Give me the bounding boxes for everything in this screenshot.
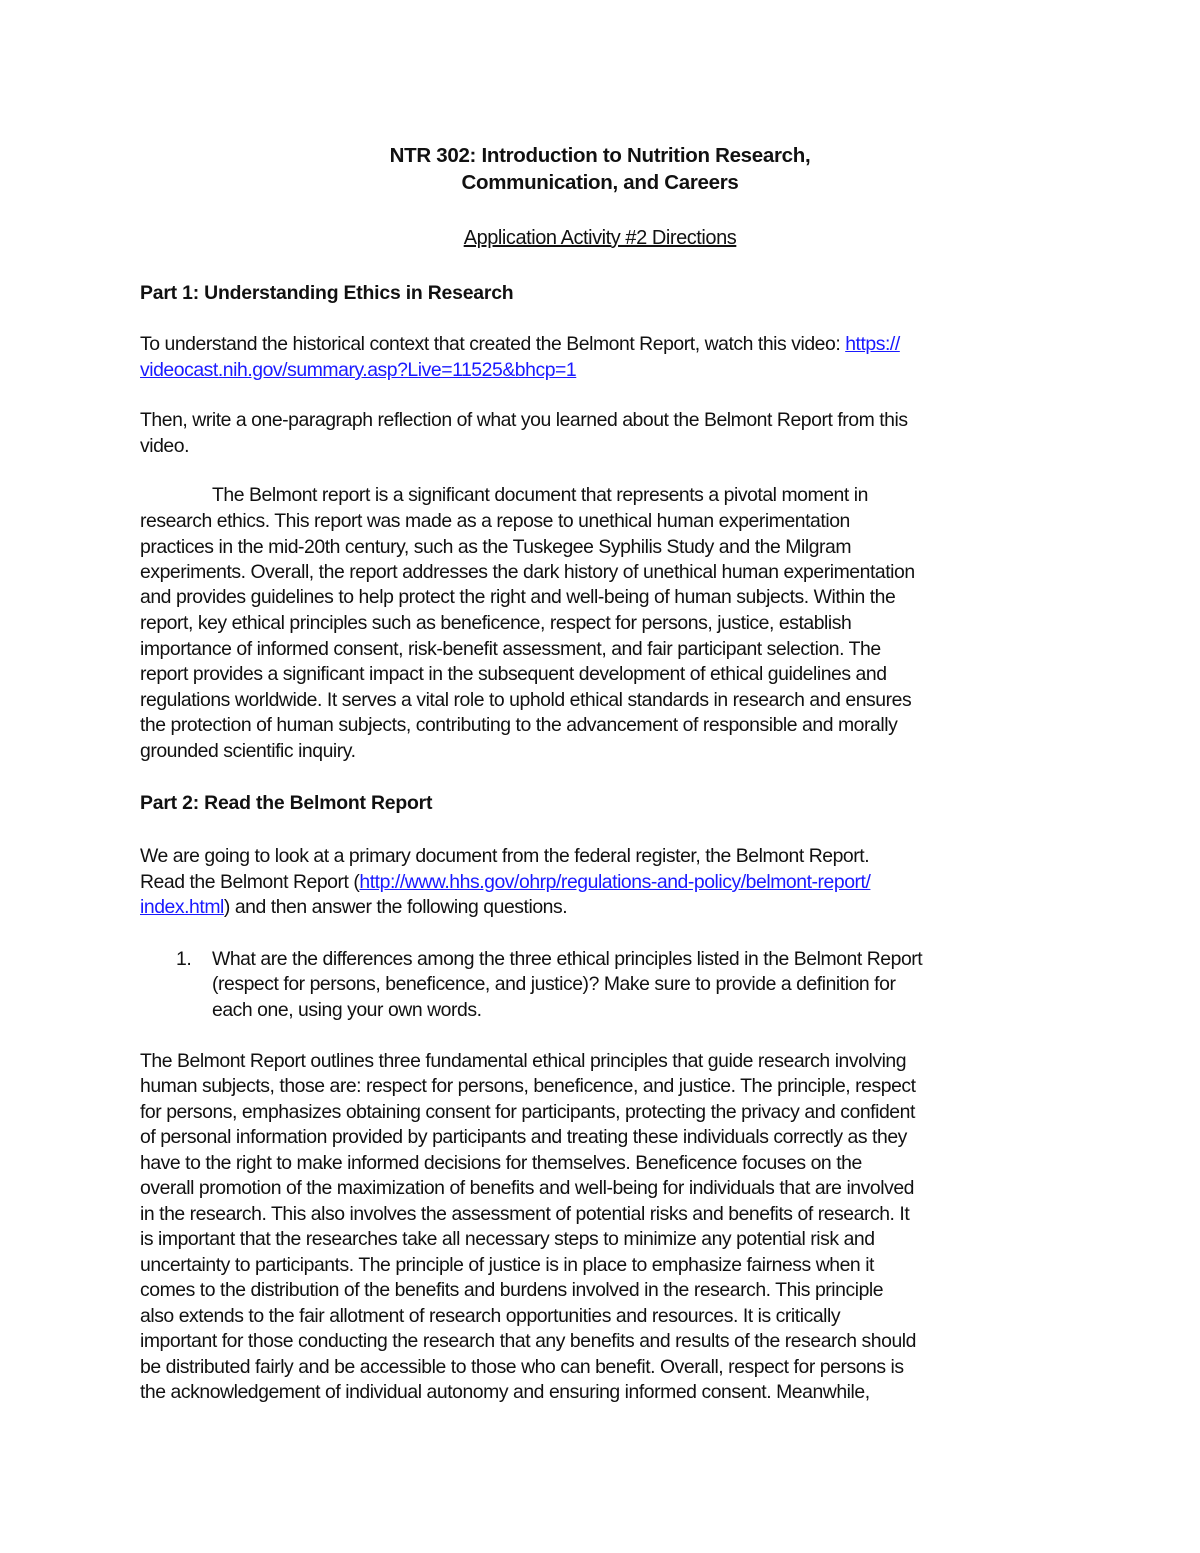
reflection-line: research ethics. This report was made as a repose to unethical human experimentation	[140, 510, 850, 532]
answer-line: uncertainty to participants. The principle of justice is in place to emphasize fairness when it	[140, 1254, 874, 1276]
answer-line: the acknowledgement of individual autonomy and ensuring informed consent. Meanwhile,	[140, 1381, 870, 1403]
belmont-report-link-part1[interactable]: http://www.hhs.gov/ohrp/regulations-and-policy/belmont-report/	[359, 871, 871, 893]
reflection-line: grounded scientific inquiry.	[140, 740, 356, 762]
document-title-line-2: Communication, and Careers	[461, 171, 739, 194]
part2-intro-line-2	[140, 869, 870, 895]
part1-intro-text: To understand the historical context that created the Belmont Report, watch this video:	[140, 333, 846, 355]
part2-intro-prefix: Read the Belmont Report (	[140, 871, 360, 893]
answer-line: in the research. This also involves the assessment of potential risks and benefits of research. It	[140, 1203, 910, 1225]
part2-intro-line-3	[140, 894, 567, 920]
question-line: What are the differences among the three ethical principles listed in the Belmont Report	[212, 948, 923, 970]
reflection-line: report, key ethical principles such as beneficence, respect for persons, justice, establish	[140, 612, 852, 634]
part2-intro-line-1: We are going to look at a primary document from the federal register, the Belmont Report.	[140, 845, 870, 867]
part2-heading: Part 2: Read the Belmont Report	[140, 792, 433, 814]
answer-line: be distributed fairly and be accessible to those who can benefit. Overall, respect for persons is	[140, 1356, 904, 1378]
answer-line: have to the right to make informed decisions for themselves. Beneficence focuses on the	[140, 1152, 862, 1174]
question-line: each one, using your own words.	[212, 999, 482, 1021]
answer-line: of personal information provided by participants and treating these individuals correctly as they	[140, 1126, 907, 1148]
reflection-line: and provides guidelines to help protect the right and well-being of human subjects. Within the	[140, 586, 896, 608]
answer-line: is important that the researches take all necessary steps to minimize any potential risk and	[140, 1228, 875, 1250]
part1-instruction-line-1: Then, write a one-paragraph reflection of what you learned about the Belmont Report from this	[140, 409, 908, 431]
reflection-line: regulations worldwide. It serves a vital role to uphold ethical standards in research and ensures	[140, 689, 912, 711]
video-link-part1[interactable]: https://	[845, 333, 900, 355]
part1-intro-line-2	[140, 357, 576, 383]
answer-line: The Belmont Report outlines three fundamental ethical principles that guide research involving	[140, 1050, 907, 1072]
reflection-line: report provides a significant impact in the subsequent development of ethical guidelines and	[140, 663, 887, 685]
reflection-line: practices in the mid-20th century, such as the Tuskegee Syphilis Study and the Milgram	[140, 536, 852, 558]
question-line: (respect for persons, beneficence, and justice)? Make sure to provide a definition for	[212, 973, 896, 995]
part2-intro-suffix: ) and then answer the following questions.	[223, 896, 568, 918]
document-title-line-1: NTR 302: Introduction to Nutrition Research,	[389, 144, 811, 167]
part1-intro-line-1	[140, 331, 900, 357]
reflection-line: the protection of human subjects, contributing to the advancement of responsible and morally	[140, 714, 898, 736]
answer-line: comes to the distribution of the benefits and burdens involved in the research. This principle	[140, 1279, 884, 1301]
reflection-line: importance of informed consent, risk-benefit assessment, and fair participant selection. The	[140, 638, 881, 660]
answer-line: also extends to the fair allotment of research opportunities and resources. It is critically	[140, 1305, 841, 1327]
part1-instruction-line-2: video.	[140, 435, 190, 457]
answer-line: human subjects, those are: respect for persons, beneficence, and justice. The principle, respect	[140, 1075, 916, 1097]
question-number: 1.	[176, 948, 192, 970]
answer-line: important for those conducting the research that any benefits and results of the research should	[140, 1330, 916, 1352]
part1-heading: Part 1: Understanding Ethics in Research	[140, 282, 514, 304]
document-subtitle: Application Activity #2 Directions	[463, 227, 737, 249]
answer-line: for persons, emphasizes obtaining consent for participants, protecting the privacy and confident	[140, 1101, 915, 1123]
reflection-line: experiments. Overall, the report addresses the dark history of unethical human experimentation	[140, 561, 915, 583]
reflection-line: The Belmont report is a significant document that represents a pivotal moment in	[212, 484, 868, 506]
video-link-part2[interactable]: videocast.nih.gov/summary.asp?Live=11525&bhcp=1	[140, 359, 577, 381]
belmont-report-link-part2[interactable]: index.html	[140, 896, 224, 918]
answer-line: overall promotion of the maximization of benefits and well-being for individuals that are involved	[140, 1177, 914, 1199]
